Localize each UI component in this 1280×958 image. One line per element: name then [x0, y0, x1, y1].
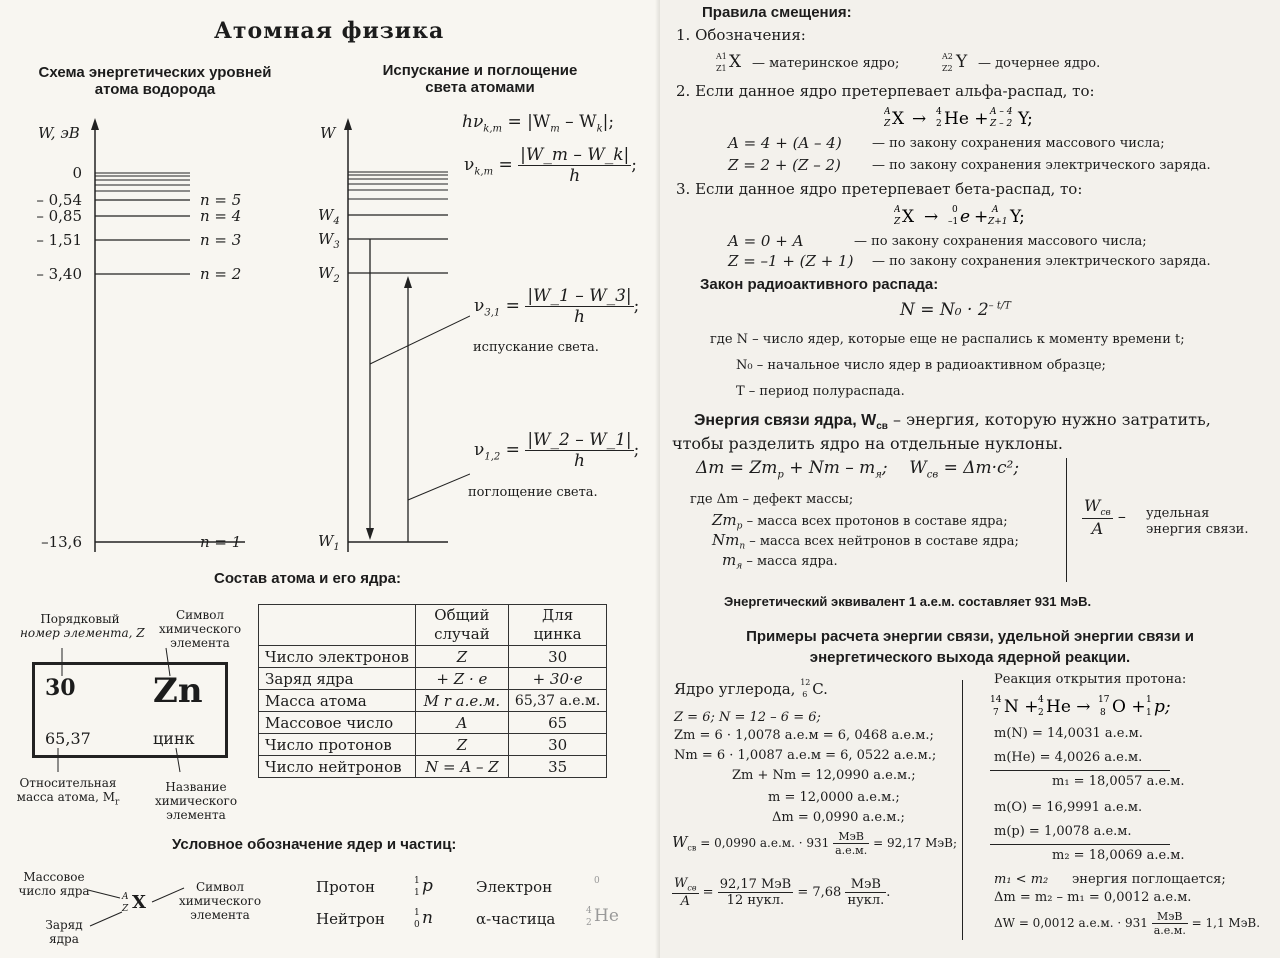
svg-text:He +: He +	[944, 109, 989, 129]
neutron-mass-def: $Nm_n$ – масса всех нейтронов в составе ядра;	[712, 531, 1019, 552]
carbon-line-3: Nm = 6 · 1,0087 а.е.м = 6, 0522 а.е.м.;	[674, 748, 937, 763]
level-value-3: – 1,51	[36, 231, 82, 249]
decay-explain-n0: N₀ – начальное число ядер в радиоактивном образце;	[736, 358, 1106, 373]
notation-symbol-label: Символ химического элемента	[178, 880, 262, 922]
shift-item-3: 3. Если данное ядро претерпевает бета-распад, то:	[676, 180, 1083, 198]
beta-mass-law: — по закону сохранения массового числа;	[854, 234, 1147, 249]
decay-explain-t: T – период полураспада.	[736, 384, 905, 399]
shift-rules-title: Правила смещения:	[702, 4, 852, 21]
element-card	[32, 662, 228, 758]
axis-arrow	[91, 118, 99, 130]
energy-axis-label: W, эВ	[38, 124, 80, 142]
n-label-1: n = 1	[200, 533, 242, 551]
svg-text:17: 17	[1098, 695, 1110, 705]
mass-defect-def: где Δm – дефект массы;	[690, 492, 854, 507]
carbon-line-7: $W_{св} = 0,0990$ а.е.м. · 931 $\frac{\text{МэВ}}{а.е.м.}$ = 92,17 МэВ;	[672, 830, 957, 857]
decay-explain-n: где N – число ядер, которые еще не распались к моменту времени t;	[710, 332, 1185, 347]
table-cell: M r а.е.м.	[415, 690, 508, 712]
shift-item-2: 2. Если данное ядро претерпевает альфа-распад, то:	[676, 82, 1095, 100]
table-header-blank	[259, 605, 416, 646]
table-cell: Z	[415, 734, 508, 756]
binding-divider	[1066, 458, 1067, 582]
svg-text:8: 8	[1100, 708, 1106, 718]
svg-text:Z – 2: Z – 2	[990, 119, 1013, 129]
table-header-general: Общий случай	[415, 605, 508, 646]
svg-text:O +: O +	[1112, 697, 1146, 717]
svg-text:1: 1	[1146, 695, 1152, 705]
reaction-line-9: ΔW = 0,0012 а.е.м. · 931 $\frac{\text{МэВ}}{а.е.м.}$ = 1,1 МэВ.	[994, 910, 1261, 937]
energy-levels-title: Схема энергетических уровней атома водорода	[38, 64, 272, 98]
svg-text:14: 14	[990, 695, 1002, 705]
emission-title: Испускание и поглощение света атомами	[382, 62, 578, 96]
carbon-line-2: Zm = 6 · 1,0078 а.е.м = 6, 0468 а.е.м.;	[674, 728, 934, 743]
svg-text:Y;: Y;	[1018, 109, 1033, 129]
reaction-line-6: m₂ = 18,0069 а.е.м.	[1052, 848, 1185, 863]
table-cell: Число нейтронов	[259, 756, 416, 778]
carbon-heading: Ядро углерода, 12 6 C.	[674, 678, 828, 699]
level-value-0: 0	[72, 164, 82, 182]
beta-charge-law: — по закону сохранения электрического заряда.	[872, 254, 1211, 269]
svg-text:e: e	[960, 207, 971, 227]
alpha-decay-equation	[884, 104, 1084, 134]
carbon-line-8: $\frac{W_{св}}{A}$ = $\frac{\text{92,17 МэВ}}{\text{12 нукл.}}$ = 7,68 $\frac{\text{МэВ}}{\text{нукл.}}$ .	[674, 876, 891, 909]
examples-title: Примеры расчета энергии связи, удельной энергии связи и энергетического выхода ядерной реакции.	[746, 628, 1194, 666]
table-cell: Число протонов	[259, 734, 416, 756]
carbon-line-1: Z = 6; N = 12 – 6 = 6;	[674, 710, 821, 725]
charge-label: Заряд ядра	[45, 918, 83, 946]
reaction-line-8: Δm = m₂ – m₁ = 0,0012 а.е.м.	[994, 890, 1192, 905]
table-cell: + Z · e	[415, 668, 508, 690]
table-cell: Число электронов	[259, 646, 416, 668]
n-label-2: n = 2	[200, 265, 242, 283]
svg-text:Z+1: Z+1	[988, 217, 1008, 227]
formula-frequency: $\nu_{k,m}$ = $\frac{|W\_m - W\_k|}{h}$ ;	[464, 145, 638, 186]
alpha-mass-eq: A = 4 + (A – 4)	[728, 134, 842, 152]
table-cell: 30	[508, 646, 606, 668]
specific-binding-fraction: $\frac{W_{св}}{A}$ –	[1084, 496, 1126, 539]
table-cell: + 30·e	[508, 668, 606, 690]
reaction-line-2: m(He) = 4,0026 а.е.м.	[994, 750, 1143, 765]
serial-number-label: Порядковый номер элемента, Z	[20, 612, 145, 640]
reaction-line-5: m(p) = 1,0078 а.е.м.	[994, 824, 1132, 839]
emission-pointer	[370, 316, 470, 364]
svg-text:7: 7	[993, 708, 999, 718]
notation-title: Условное обозначение ядер и частиц:	[172, 836, 457, 853]
proton-mass-def: $Zm_p$ – масса всех протонов в составе ядра;	[712, 511, 1008, 532]
n-label-5: n = 5	[200, 191, 242, 209]
energy-equivalent: Энергетический эквивалент 1 а.е.м. составляет 931 МэВ.	[724, 594, 1092, 609]
card-atomic-number: 30	[45, 675, 76, 701]
label-w4: $W_4$	[318, 206, 340, 227]
examples-divider	[962, 680, 963, 940]
reaction-line-1: m(N) = 14,0031 а.е.м.	[994, 726, 1143, 741]
left-page: Атомная физика Схема энергетических уровней атома водорода Испускание и поглощение света атомами W, эВ 0 – 0,54 – 0,85 – 1,51 – 3,40 –13,6 n = 5 n = 4 n = 3 n = 2 n = 1 W $W_4$ $W_3$ $W_2$ $W_1$ $h\nu_{k,m} = |W_m - W_k|$; $\nu_{k,m}$ = $\frac{|W\_m - W\_k|}{h}$ ; $\nu_{3,1}$ = $\frac{|W\_1 - W\_3|}{h}$ ; испускание света. $\nu_{1,2}$ = $\frac{|W\_2 - W\_1|}{h}$ ; поглощение света. Состав атома и его ядра: Порядковый номер элемента, Z Символ химического элемента 30 Zn 65,37 цинк Относительная масса атома, $M_r$ Название химического элемента Общий случай Для цинка Число электронов Z 30 Заряд ядра + Z · e + 30·e Масса атома M r а.е.м. 65,37 а.е.м. Массовое число A 65 Число протонов Z 30 Число нейтронов N = A – Z 35 Условное обозначение ядер и частиц: Массовое число ядра Заряд ядра Символ химического элемента A Z X Протон 1 1 p Нейтрон 1 0 n Электрон 0 α-частица 4 2 He	[0, 0, 660, 958]
alpha-mass-law: — по закону сохранения массового числа;	[872, 136, 1165, 151]
table-cell: Заряд ядра	[259, 668, 416, 690]
svg-text:+: +	[974, 207, 989, 227]
table-cell: Масса атома	[259, 690, 416, 712]
table-cell: N = A – Z	[415, 756, 508, 778]
svg-text:A: A	[894, 205, 901, 215]
n-label-3: n = 3	[200, 231, 242, 249]
table-row	[259, 734, 607, 756]
table-cell: 30	[508, 734, 606, 756]
alpha-charge-law: — по закону сохранения электрического заряда.	[872, 158, 1211, 173]
shift-item-1: 1. Обозначения:	[676, 26, 806, 44]
atom-composition-table	[258, 604, 607, 778]
card-name: цинк	[153, 729, 195, 748]
reaction-line-7a: m₁ < m₂	[994, 872, 1049, 887]
card-mass: 65,37	[45, 729, 91, 748]
absorption-caption: поглощение света.	[468, 485, 598, 500]
carbon-line-6: Δm = 0,0990 а.е.м.;	[772, 810, 905, 825]
svg-text:A: A	[992, 205, 999, 215]
emission-axis-label: W	[320, 124, 336, 142]
proton-reaction-equation	[990, 692, 1230, 722]
svg-text:He →: He →	[1046, 697, 1091, 717]
svg-text:A: A	[884, 107, 891, 117]
page-title: Атомная физика	[214, 18, 445, 44]
binding-energy-title-2: чтобы разделить ядро на отдельные нуклоны.	[672, 434, 1064, 453]
n-label-4: n = 4	[200, 207, 242, 225]
reaction-sum-rule-1	[990, 770, 1170, 771]
svg-text:0: 0	[952, 205, 958, 215]
svg-text:X: X	[892, 109, 905, 129]
composition-title: Состав атома и его ядра:	[214, 570, 401, 587]
level-value-1: –13,6	[41, 533, 82, 551]
element-name-label: Название химического элемента	[154, 780, 238, 822]
svg-text:→: →	[924, 207, 939, 227]
table-header-zinc: Для цинка	[508, 605, 606, 646]
neutron-label: Нейтрон	[316, 910, 385, 928]
svg-text:4: 4	[1038, 695, 1044, 705]
svg-text:4: 4	[936, 107, 942, 117]
svg-text:–1: –1	[948, 217, 959, 227]
svg-text:X: X	[902, 207, 915, 227]
beta-mass-eq: A = 0 + A	[728, 232, 804, 250]
reaction-line-4: m(O) = 16,9991 а.е.м.	[994, 800, 1143, 815]
specific-binding-label: удельная энергия связи.	[1146, 506, 1249, 537]
svg-text:N +: N +	[1004, 697, 1039, 717]
svg-text:2: 2	[1038, 708, 1044, 718]
table-cell: 65,37 а.е.м.	[508, 690, 606, 712]
decay-law-formula: $N = N_0 \cdot 2^{- t/T}$	[900, 300, 1011, 320]
binding-energy-title: Энергия связи ядра, $W_{св}$ – энергия, которую нужно затратить,	[694, 410, 1211, 433]
svg-text:Y;: Y;	[1010, 207, 1025, 227]
table-row	[259, 668, 607, 690]
svg-text:1: 1	[1146, 708, 1152, 718]
card-symbol: Zn	[153, 671, 203, 711]
formula-emission: $\nu_{3,1}$ = $\frac{|W\_1 - W\_3|}{h}$ ;	[474, 286, 640, 327]
right-page	[660, 0, 1280, 958]
alpha-label: α-частица	[476, 910, 556, 928]
formula-photon-energy: $h\nu_{k,m} = |W_m - W_k|$;	[462, 112, 615, 135]
table-cell: Z	[415, 646, 508, 668]
alpha-charge-eq: Z = 2 + (Z – 2)	[728, 156, 841, 174]
svg-text:Z: Z	[894, 217, 901, 227]
svg-text:→: →	[912, 109, 927, 129]
symbol-label: Символ химического элемента	[158, 608, 242, 650]
svg-text:p;: p;	[1154, 697, 1171, 717]
beta-decay-equation	[894, 202, 1084, 232]
level-value-4: – 0,85	[36, 207, 82, 225]
table-cell: 65	[508, 712, 606, 734]
mass-number-label: Массовое число ядра	[18, 870, 90, 898]
label-w2: $W_2$	[318, 264, 340, 285]
carbon-line-5: m = 12,0000 а.е.м.;	[768, 790, 900, 805]
table-header-row	[259, 605, 607, 646]
svg-text:A – 4: A – 4	[990, 107, 1013, 117]
table-row	[259, 712, 607, 734]
emission-arrowhead	[366, 528, 374, 540]
label-w1: $W_1$	[318, 532, 340, 553]
emission-axis-arrow	[344, 118, 352, 130]
svg-text:2: 2	[936, 119, 942, 129]
table-cell: A	[415, 712, 508, 734]
beta-charge-eq: Z = –1 + (Z + 1)	[728, 252, 854, 270]
relative-mass-label: Относительная масса атома, $M_r$	[16, 776, 120, 808]
proton-reaction-heading: Реакция открытия протона:	[994, 672, 1187, 687]
table-row	[259, 646, 607, 668]
label-w3: $W_3$	[318, 230, 340, 251]
proton-label: Протон	[316, 878, 376, 896]
reaction-sum-rule-2	[990, 844, 1170, 845]
table-row	[259, 756, 607, 778]
binding-energy-formula: $\Delta m = Zm_p + Nm - m_я$; $W_{св} = \Delta m\cdot c^2$;	[696, 458, 1020, 481]
decay-law-title: Закон радиоактивного распада:	[700, 276, 939, 293]
notation-line: A1 Z1 X — материнское ядро; A2 Z2 Y — дочернее ядро.	[716, 52, 1101, 73]
formula-absorption: $\nu_{1,2}$ = $\frac{|W\_2 - W\_1|}{h}$ ;	[474, 430, 640, 471]
carbon-line-4: Zm + Nm = 12,0990 а.е.м.;	[732, 768, 916, 783]
emission-diagram	[330, 110, 470, 560]
table-row	[259, 690, 607, 712]
level-value-2: – 3,40	[36, 265, 82, 283]
table-cell: 35	[508, 756, 606, 778]
electron-label: Электрон	[476, 878, 553, 896]
level-value-5: – 0,54	[36, 191, 82, 209]
reaction-line-7b: энергия поглощается;	[1072, 872, 1226, 887]
emission-caption: испускание света.	[473, 340, 599, 355]
absorption-pointer	[408, 474, 470, 500]
table-cell: Массовое число	[259, 712, 416, 734]
absorption-arrowhead	[404, 276, 412, 288]
reaction-line-3: m₁ = 18,0057 а.е.м.	[1052, 774, 1185, 789]
nucleus-mass-def: $m_я$ – масса ядра.	[722, 551, 838, 572]
svg-text:Z: Z	[884, 119, 891, 129]
